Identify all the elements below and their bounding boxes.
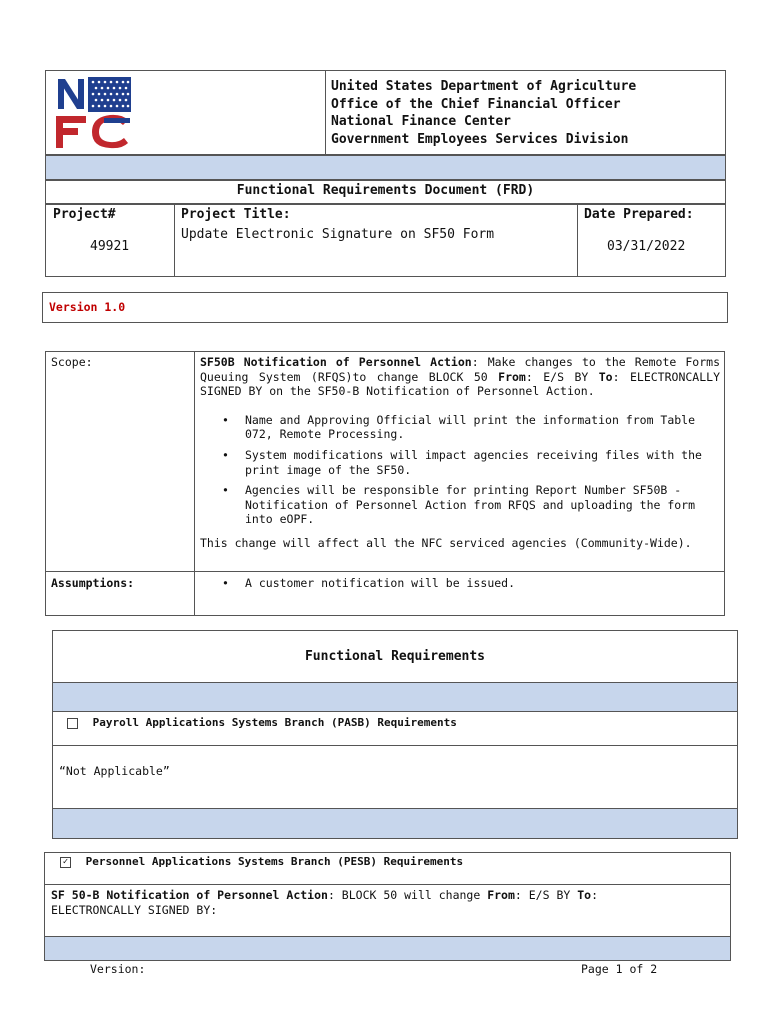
scope-bullet-list — [200, 413, 720, 527]
list-item: • Agencies will be responsible for printing Report Number SF50B - Notification of Personnel Action from RFQS and uploading the form into eOPF. — [222, 483, 696, 527]
pasb-body: “Not Applicable” — [59, 764, 170, 778]
date-prepared: 03/31/2022 — [607, 239, 686, 254]
date-prepared-label: Date Prepared: — [584, 207, 694, 222]
functional-requirements-title: Functional Requirements — [304, 649, 485, 664]
project-divider-2 — [577, 204, 578, 277]
document-title: Functional Requirements Document (FRD) — [236, 183, 535, 198]
list-item: • A customer notification will be issued. — [222, 576, 516, 590]
pesb-body-line2: ELECTRONCALLY SIGNED BY: — [51, 902, 218, 917]
org-line-ocfo: Office of the Chief Financial Officer — [331, 96, 621, 112]
scope-intro-bold: SF50B Notification of Personnel Action — [200, 355, 472, 369]
pesb-body-bold: SF 50-B Notification of Personnel Action — [51, 888, 328, 902]
scope-intro: SF50B Notification of Personnel Action: Make changes to the Remote Forms Queuing System (RFQS)to change BLOCK 50 From: E/S BY To: ELECTRONCALLY SIGNED BY on the SF50-B Notification of Personnel Action. — [200, 355, 720, 399]
scope-label: Scope: — [51, 355, 93, 369]
footer-page-number: Page 1 of 2 — [581, 962, 658, 976]
list-item: • System modifications will impact agencies receiving files with the print image of the SF50. — [222, 447, 702, 477]
scope-col-divider — [194, 351, 195, 616]
org-line-usda: United States Department of Agriculture — [331, 79, 637, 94]
project-divider-1 — [174, 204, 175, 277]
scope-row-divider — [45, 571, 725, 572]
project-title: Update Electronic Signature on SF50 Form — [181, 227, 495, 242]
pasb-checkbox[interactable] — [67, 718, 78, 729]
scope-closing: This change will affect all the NFC serviced agencies (Community-Wide). — [200, 535, 692, 550]
org-address — [331, 78, 636, 148]
list-item: • Name and Approving Official will print the information from Table 072, Remote Processing. — [222, 412, 696, 442]
version-label: Version 1.0 — [49, 300, 126, 314]
pasb-row — [67, 716, 457, 729]
project-title-label: Project Title: — [181, 207, 291, 222]
title-row — [45, 180, 726, 204]
assumptions-content — [200, 576, 720, 597]
pesb-divider — [45, 884, 730, 885]
pasb-label: Payroll Applications Systems Branch (PASB) Requirements — [92, 716, 457, 729]
pesb-label: Personnel Applications Systems Branch (PESB) Requirements — [85, 855, 464, 868]
pesb-row — [60, 855, 463, 868]
functional-band-top — [53, 682, 737, 712]
functional-band-bottom — [53, 808, 737, 838]
nfc-logo — [52, 74, 134, 151]
pesb-checkbox[interactable]: ✓ — [60, 857, 71, 868]
pasb-divider — [53, 745, 737, 746]
letterhead-divider — [325, 70, 326, 155]
org-line-nfc: National Finance Center — [331, 114, 512, 130]
project-number-label: Project# — [53, 207, 116, 222]
pesb-body: SF 50-B Notification of Personnel Action: BLOCK 50 will change From: E/S BY To: ELECTRONCALLY SIGNED BY: — [51, 888, 721, 917]
assumptions-label: Assumptions: — [51, 576, 135, 590]
pesb-band — [45, 936, 730, 960]
project-number: 49921 — [90, 239, 130, 254]
org-line-gesd: Government Employees Services Division — [331, 131, 629, 147]
version-box — [42, 292, 728, 323]
header-band — [45, 155, 726, 180]
scope-content — [200, 355, 720, 551]
footer-version-label: Version: — [90, 962, 146, 976]
